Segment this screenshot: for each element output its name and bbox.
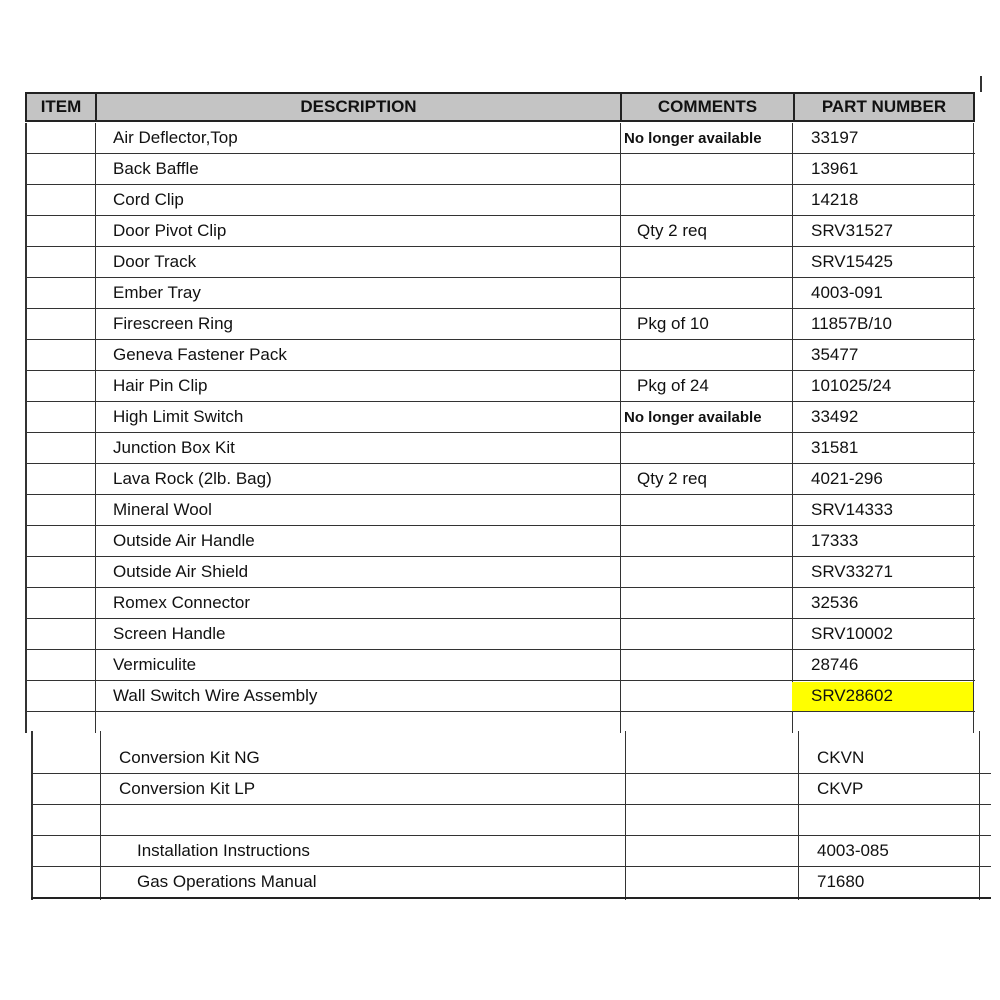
comments-cell [623, 185, 791, 215]
description-cell: High Limit Switch [113, 407, 244, 426]
comments-cell [623, 247, 791, 277]
description-cell: Cord Clip [113, 190, 184, 209]
part-number-cell: 4021-296 [811, 469, 883, 488]
part-number-cell: 13961 [811, 159, 859, 178]
description-cell: Firescreen Ring [113, 314, 233, 333]
comments-cell [623, 154, 791, 184]
part-number-cell: SRV31527 [811, 221, 893, 240]
part-number-cell: 35477 [811, 345, 859, 364]
part-number-cell: 11857B/10 [811, 314, 892, 333]
part-number-cell [817, 805, 977, 835]
part-number-cell: SRV33271 [811, 562, 893, 581]
column-divider [100, 731, 101, 900]
comments-cell [623, 340, 791, 370]
row-divider [25, 711, 975, 712]
part-number-cell: 14218 [811, 190, 859, 209]
part-number-cell: 33492 [811, 407, 859, 426]
description-cell: Air Deflector,Top [113, 128, 238, 147]
part-number-cell: 31581 [811, 438, 859, 457]
description-cell: Conversion Kit NG [119, 748, 260, 767]
description-cell: Conversion Kit LP [119, 779, 256, 798]
description-cell [119, 805, 619, 835]
description-cell: Back Baffle [113, 159, 199, 178]
description-cell: Vermiculite [113, 655, 197, 674]
part-number-cell: SRV28602 [811, 686, 893, 705]
part-number-cell: CKVN [817, 748, 865, 767]
comments-cell: Qty 2 req [637, 221, 707, 240]
description-cell: Installation Instructions [137, 841, 310, 860]
description-cell: Hair Pin Clip [113, 376, 208, 395]
page-edge-mark [980, 76, 982, 92]
comments-cell [623, 681, 791, 711]
comments-cell [623, 495, 791, 525]
table-bottom-border [31, 897, 991, 899]
column-divider [798, 731, 799, 900]
column-divider [979, 731, 980, 900]
comments-cell [623, 278, 791, 308]
comments-cell [623, 650, 791, 680]
description-cell: Outside Air Shield [113, 562, 249, 581]
part-number-cell: 4003-085 [817, 841, 889, 860]
part-number-cell: 101025/24 [811, 376, 892, 395]
description-cell: Lava Rock (2lb. Bag) [113, 469, 272, 488]
description-cell: Junction Box Kit [113, 438, 235, 457]
comments-cell [623, 526, 791, 556]
part-number-cell: SRV14333 [811, 500, 893, 519]
part-number-cell: 28746 [811, 655, 859, 674]
header-comments: COMMENTS [620, 92, 793, 122]
description-cell: Wall Switch Wire Assembly [113, 686, 318, 705]
description-cell: Gas Operations Manual [137, 872, 317, 891]
part-number-cell: SRV10002 [811, 624, 893, 643]
part-number-cell: 33197 [811, 128, 859, 147]
comments-cell: Qty 2 req [637, 469, 707, 488]
comments-cell: No longer available [624, 129, 762, 147]
column-divider [31, 731, 33, 900]
header-item: ITEM [25, 92, 95, 122]
comments-cell: Pkg of 10 [637, 314, 709, 333]
comments-cell: Pkg of 24 [637, 376, 709, 395]
part-number-cell: 17333 [811, 531, 859, 550]
part-number-cell: 32536 [811, 593, 859, 612]
description-cell: Ember Tray [113, 283, 201, 302]
description-cell: Romex Connector [113, 593, 251, 612]
comments-cell: No longer available [624, 408, 762, 426]
header-description: DESCRIPTION [95, 92, 620, 122]
part-number-cell: SRV15425 [811, 252, 893, 271]
part-number-cell: CKVP [817, 779, 864, 798]
part-number-cell: 4003-091 [811, 283, 883, 302]
comments-cell [623, 433, 791, 463]
description-cell: Door Pivot Clip [113, 221, 227, 240]
comments-cell [623, 588, 791, 618]
comments-cell [623, 557, 791, 587]
description-cell: Screen Handle [113, 624, 226, 643]
description-cell: Mineral Wool [113, 500, 212, 519]
part-number-cell: 71680 [817, 872, 865, 891]
description-cell: Geneva Fastener Pack [113, 345, 287, 364]
comments-cell [623, 619, 791, 649]
description-cell: Outside Air Handle [113, 531, 255, 550]
header-part-number: PART NUMBER [793, 92, 975, 122]
description-cell: Door Track [113, 252, 197, 271]
